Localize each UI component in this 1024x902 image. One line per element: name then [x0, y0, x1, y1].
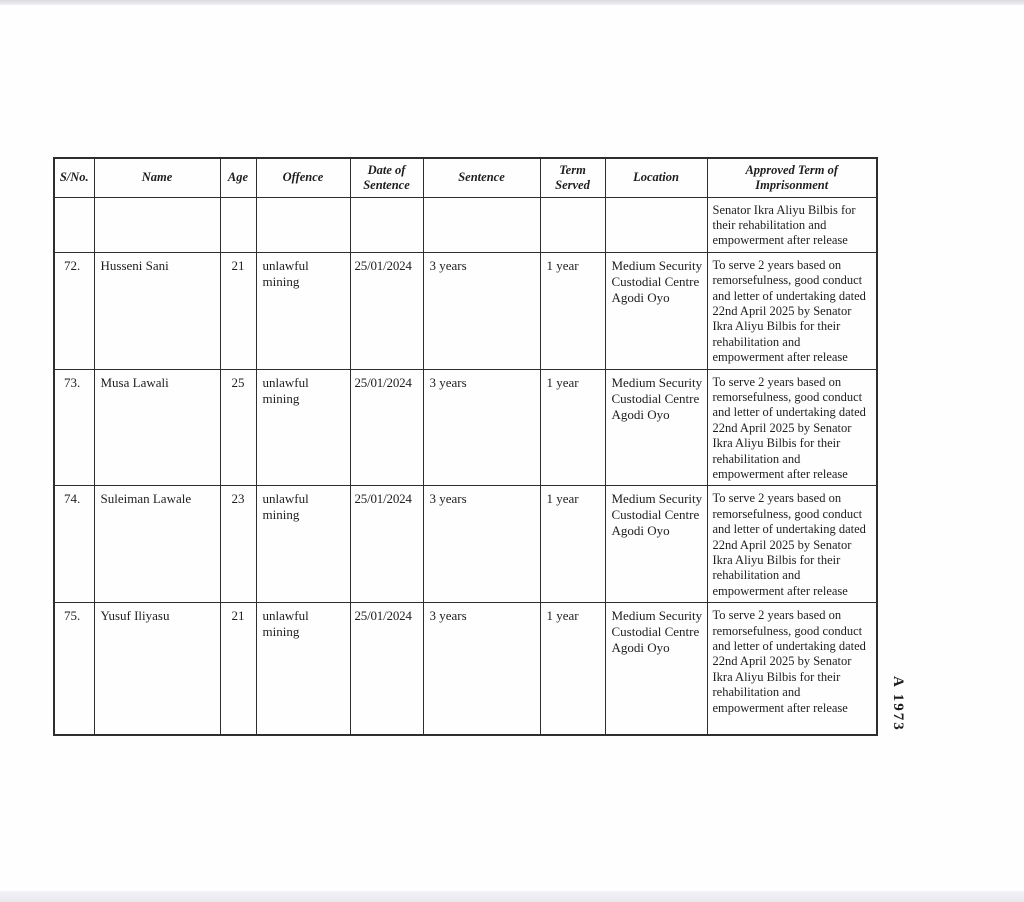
cell-approved-term: To serve 2 years based on remorsefulness, good conduct and letter of undertaking dated 22nd April 2025 by Senator Ikra Aliyu Bilbis for their rehabilitation and empowerment after release — [707, 486, 877, 603]
cell-sentence: 3 years — [423, 369, 540, 486]
cell-name: Musa Lawali — [94, 369, 220, 486]
cell-term-served: 1 year — [540, 369, 605, 486]
scan-edge-bottom — [0, 891, 1024, 902]
cell-date-of-sentence: 25/01/2024 — [350, 252, 423, 369]
cell-date-of-sentence: 25/01/2024 — [350, 369, 423, 486]
cell-sno: 72. — [54, 252, 94, 369]
convicts-table-container — [53, 157, 876, 736]
cell-sno: 75. — [54, 603, 94, 735]
scan-edge-top — [0, 0, 1024, 5]
col-header-sentence: Sentence — [423, 158, 540, 197]
cell-offence: unlawful mining — [256, 603, 350, 735]
col-header-offence: Offence — [256, 158, 350, 197]
cell-sno — [54, 197, 94, 252]
table-row — [54, 369, 877, 486]
table-header-row — [54, 158, 877, 197]
col-header-age: Age — [220, 158, 256, 197]
cell-approved-term: To serve 2 years based on remorsefulness, good conduct and letter of undertaking dated 22nd April 2025 by Senator Ikra Aliyu Bilbis for their rehabilitation and empowerment after release — [707, 603, 877, 735]
table-row — [54, 603, 877, 735]
table-row — [54, 486, 877, 603]
cell-sentence: 3 years — [423, 252, 540, 369]
cell-location: Medium Security Custodial Centre Agodi Oyo — [605, 603, 707, 735]
cell-term-served: 1 year — [540, 603, 605, 735]
table-row-carryover — [54, 197, 877, 252]
cell-name: Suleiman Lawale — [94, 486, 220, 603]
cell-sentence — [423, 197, 540, 252]
cell-location: Medium Security Custodial Centre Agodi Oyo — [605, 252, 707, 369]
cell-sno: 73. — [54, 369, 94, 486]
cell-date-of-sentence — [350, 197, 423, 252]
cell-age: 23 — [220, 486, 256, 603]
cell-term-served — [540, 197, 605, 252]
cell-age: 25 — [220, 369, 256, 486]
cell-term-served: 1 year — [540, 252, 605, 369]
col-header-name: Name — [94, 158, 220, 197]
cell-offence — [256, 197, 350, 252]
cell-location: Medium Security Custodial Centre Agodi Oyo — [605, 486, 707, 603]
cell-age: 21 — [220, 603, 256, 735]
cell-offence: unlawful mining — [256, 486, 350, 603]
cell-date-of-sentence: 25/01/2024 — [350, 603, 423, 735]
cell-term-served: 1 year — [540, 486, 605, 603]
cell-name — [94, 197, 220, 252]
cell-age: 21 — [220, 252, 256, 369]
cell-name: Husseni Sani — [94, 252, 220, 369]
cell-offence: unlawful mining — [256, 369, 350, 486]
table-row — [54, 252, 877, 369]
cell-offence: unlawful mining — [256, 252, 350, 369]
col-header-date-of-sentence: Date of Sentence — [350, 158, 423, 197]
cell-sentence: 3 years — [423, 486, 540, 603]
cell-age — [220, 197, 256, 252]
convicts-table — [53, 157, 878, 736]
cell-approved-term: To serve 2 years based on remorsefulness, good conduct and letter of undertaking dated 22nd April 2025 by Senator Ikra Aliyu Bilbis for their rehabilitation and empowerment after release — [707, 252, 877, 369]
cell-location — [605, 197, 707, 252]
cell-location: Medium Security Custodial Centre Agodi Oyo — [605, 369, 707, 486]
col-header-sno: S/No. — [54, 158, 94, 197]
cell-sentence: 3 years — [423, 603, 540, 735]
col-header-term-served: Term Served — [540, 158, 605, 197]
col-header-location: Location — [605, 158, 707, 197]
col-header-approved-term: Approved Term of Imprisonment — [707, 158, 877, 197]
page-number-marker: A 1973 — [890, 676, 906, 732]
cell-approved-term: Senator Ikra Aliyu Bilbis for their rehabilitation and empowerment after release — [707, 197, 877, 252]
cell-name: Yusuf Iliyasu — [94, 603, 220, 735]
cell-sno: 74. — [54, 486, 94, 603]
cell-date-of-sentence: 25/01/2024 — [350, 486, 423, 603]
cell-approved-term: To serve 2 years based on remorsefulness, good conduct and letter of undertaking dated 22nd April 2025 by Senator Ikra Aliyu Bilbis for their rehabilitation and empowerment after release — [707, 369, 877, 486]
